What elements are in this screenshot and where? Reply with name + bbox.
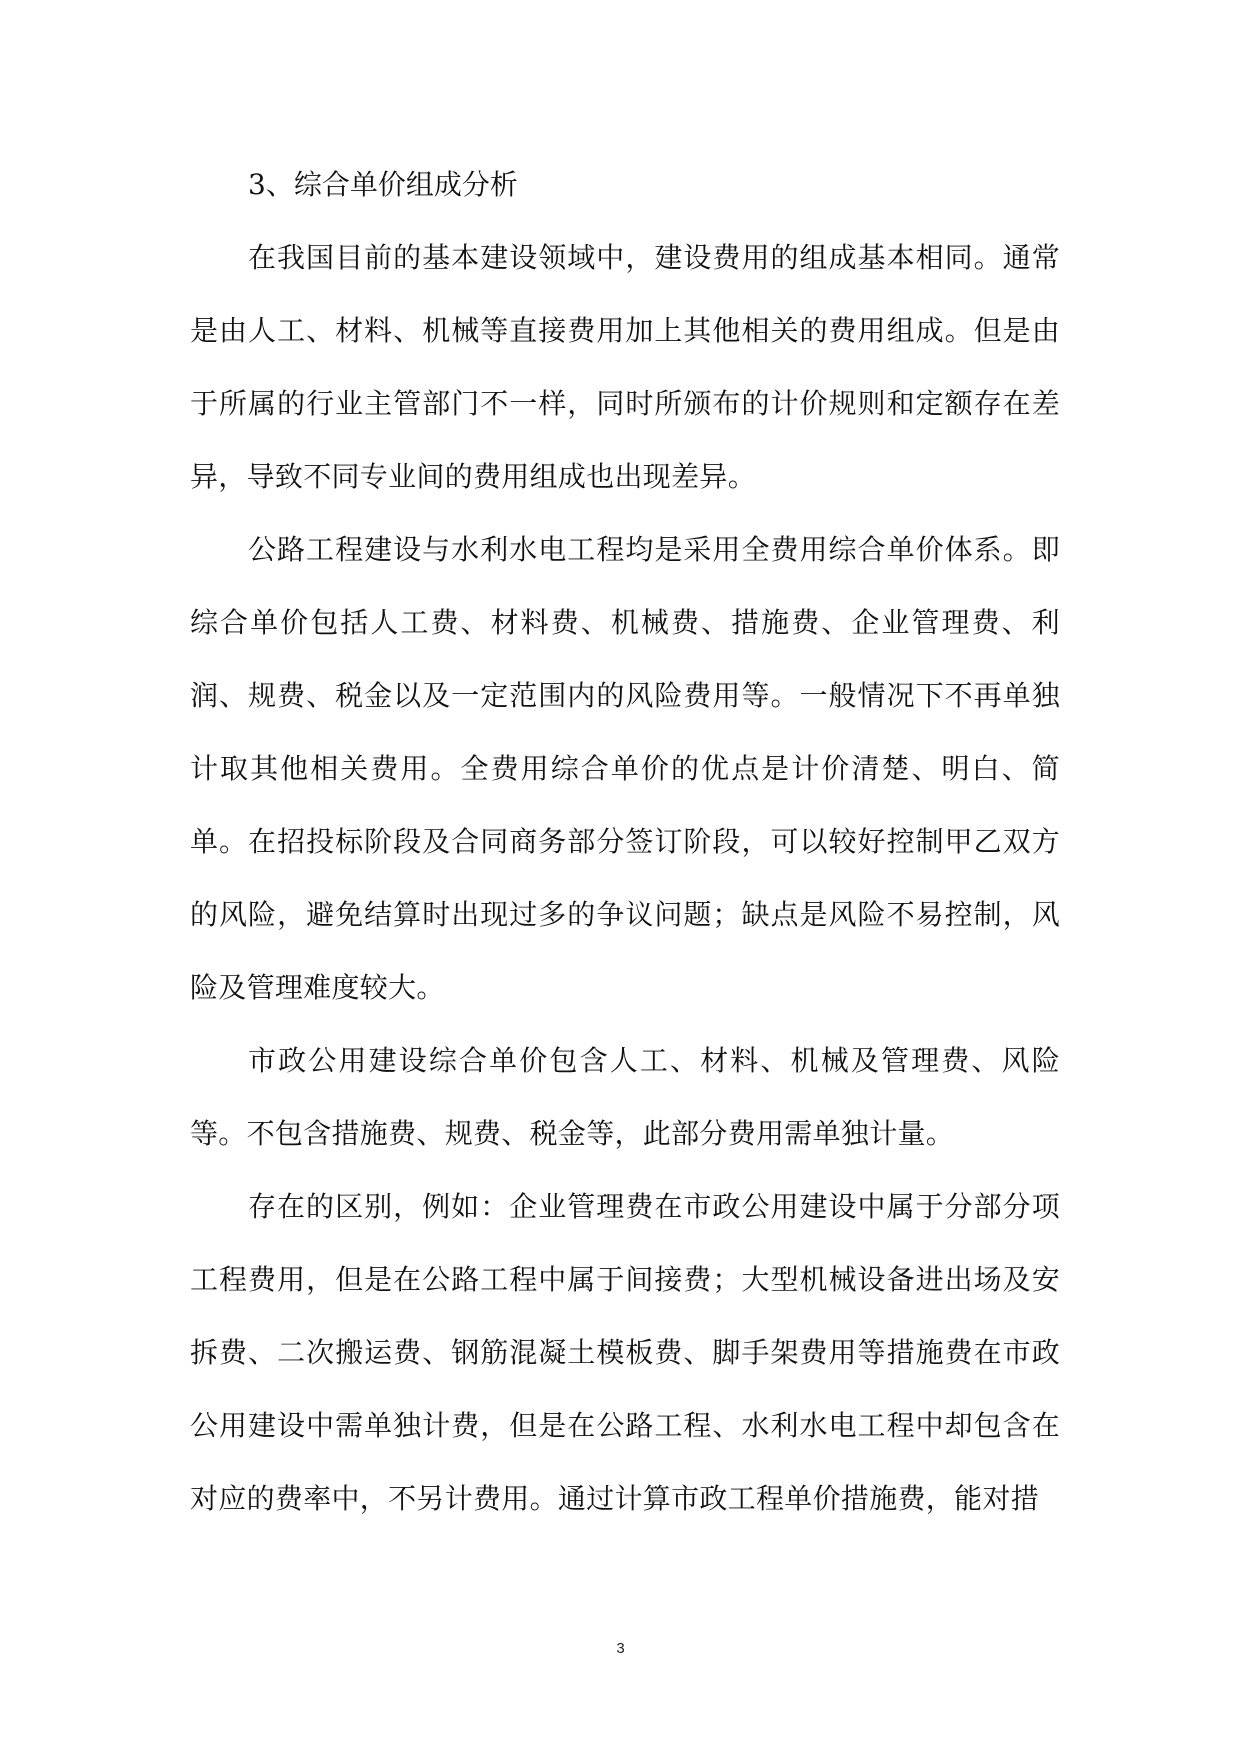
document-body: [190, 148, 1060, 1535]
paragraph-highway-water-conservancy: 公路工程建设与水利水电工程均是采用全费用综合单价体系。即综合单价包括人工费、材料费、机械费、措施费、企业管理费、利润、规费、税金以及一定范围内的风险费用等。一般情况下不再单独计取其他相关费用。全费用综合单价的优点是计价清楚、明白、简单。在招投标阶段及合同商务部分签订阶段，可以较好控制甲乙双方的风险，避免结算时出现过多的争议问题；缺点是风险不易控制，风险及管理难度较大。: [190, 533, 1060, 1004]
section-heading: 3、综合单价组成分析: [248, 168, 518, 201]
page-number: 3: [616, 1640, 625, 1657]
paragraph-cost-composition: 在我国目前的基本建设领域中，建设费用的组成基本相同。通常是由人工、材料、机械等直接费用加上其他相关的费用组成。但是由于所属的行业主管部门不一样，同时所颁布的计价规则和定额存在差异，导致不同专业间的费用组成也出现差异。: [190, 241, 1060, 493]
paragraph-differences: 存在的区别，例如：企业管理费在市政公用建设中属于分部分项工程费用，但是在公路工程中属于间接费；大型机械设备进出场及安拆费、二次搬运费、钢筋混凝土模板费、脚手架费用等措施费在市政公用建设中需单独计费，但是在公路工程、水利水电工程中却包含在对应的费率中，不另计费用。通过计算市政工程单价措施费，能对措: [190, 1190, 1060, 1515]
paragraph-municipal: 市政公用建设综合单价包含人工、材料、机械及管理费、风险等。不包含措施费、规费、税金等，此部分费用需单独计量。: [190, 1044, 1060, 1150]
